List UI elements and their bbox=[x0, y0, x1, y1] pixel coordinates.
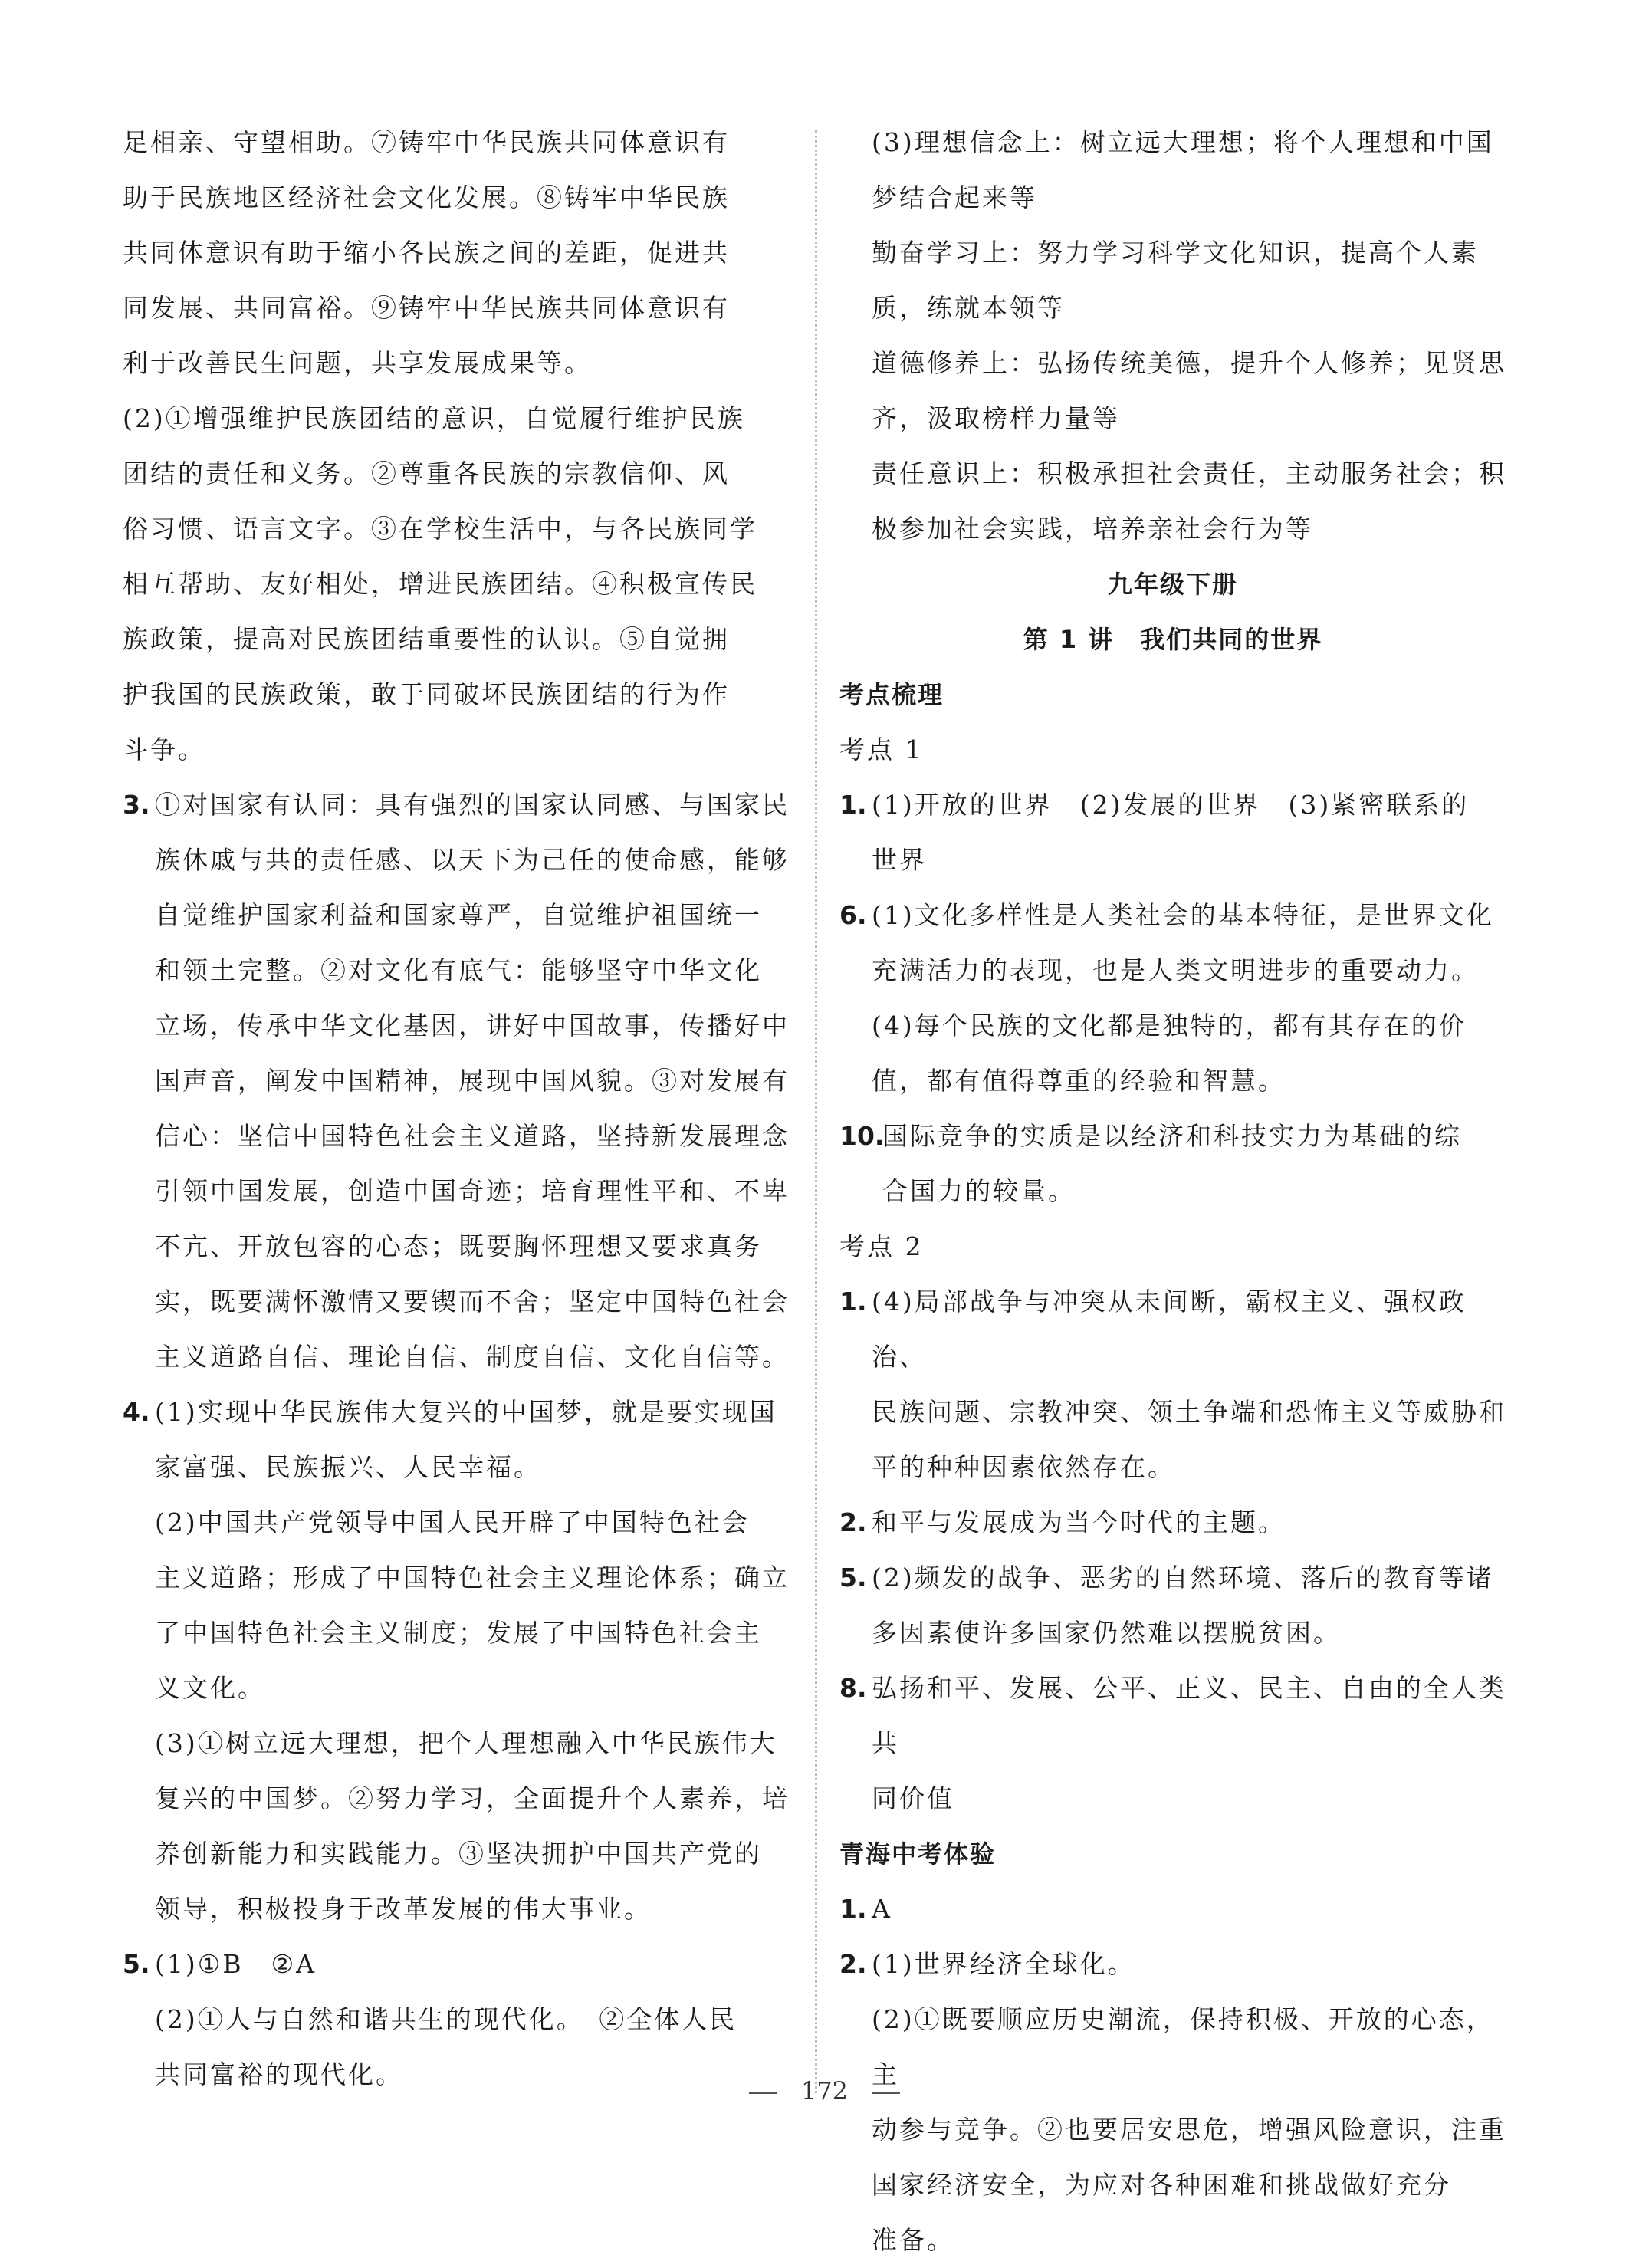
text-line: 值，都有值得尊重的经验和智慧。 bbox=[872, 1066, 1286, 1096]
item-number: 3. bbox=[123, 790, 150, 820]
text-line: (2)①增强维护民族团结的意识，自觉履行维护民族 bbox=[123, 403, 745, 433]
text-line: 勤奋学习上：努力学习科学文化知识，提高个人素 bbox=[872, 238, 1479, 268]
text-line: 动参与竞争。②也要居安思危，增强风险意识，注重 bbox=[872, 2115, 1506, 2145]
text-line: 同发展、共同富裕。⑨铸牢中华民族共同体意识有 bbox=[123, 293, 730, 323]
text-line: 实，既要满怀激情又要锲而不舍；坚定中国特色社会 bbox=[155, 1287, 790, 1316]
paragraph-block2 bbox=[123, 391, 797, 777]
text-line: (1)世界经济全球化。 bbox=[872, 1949, 1135, 1979]
text-line: 不亢、开放包容的心态；既要胸怀理想又要求真务 bbox=[155, 1231, 762, 1261]
text-line: 主义道路；形成了中国特色社会主义理论体系；确立 bbox=[155, 1563, 790, 1593]
text-line: (1)实现中华民族伟大复兴的中国梦，就是要实现国 bbox=[155, 1397, 777, 1427]
k1-item-10 bbox=[839, 1109, 1506, 1219]
text-line: 护我国的民族政策，敢于同破坏民族团结的行为作 bbox=[123, 679, 730, 709]
k2-item-1 bbox=[839, 1274, 1506, 1495]
k2-item-8 bbox=[839, 1661, 1506, 1826]
footer-dash-left bbox=[749, 2092, 777, 2094]
text-line: 极参加社会实践，培养亲社会行为等 bbox=[872, 514, 1313, 544]
item-number: 4. bbox=[123, 1397, 150, 1427]
text-line: 国声音，阐发中国精神，展现中国风貌。③对发展有 bbox=[155, 1066, 790, 1096]
left-column bbox=[123, 115, 797, 2102]
lesson-title: 第 1 讲 我们共同的世界 bbox=[1023, 625, 1323, 654]
text-line: (1)①B ②A bbox=[155, 1949, 317, 1979]
text-line: 民族问题、宗教冲突、领土争端和恐怖主义等威胁和 bbox=[872, 1397, 1506, 1427]
text-line: 族休戚与共的责任感、以天下为己任的使命感，能够 bbox=[155, 845, 790, 875]
text-line: 立场，传承中华文化基因，讲好中国故事，传播好中 bbox=[155, 1011, 790, 1040]
text-line: 族政策，提高对民族团结重要性的认识。⑤自觉拥 bbox=[123, 624, 730, 654]
text-line: 充满活力的表现，也是人类文明进步的重要动力。 bbox=[872, 955, 1479, 985]
paragraph-block1 bbox=[123, 115, 797, 391]
item-number: 10. bbox=[839, 1121, 885, 1151]
item-number: 5. bbox=[123, 1949, 150, 1979]
text-line: 领导，积极投身于改革发展的伟大事业。 bbox=[155, 1894, 652, 1924]
book-title: 九年级下册 bbox=[1107, 570, 1238, 599]
item-number: 2. bbox=[839, 1507, 867, 1537]
text-line: (4)每个民族的文化都是独特的，都有其存在的价 bbox=[872, 1011, 1467, 1040]
text-line: (2)①人与自然和谐共生的现代化。 ②全体人民 bbox=[155, 2004, 737, 2034]
text-line: (3)理想信念上：树立远大理想；将个人理想和中国 bbox=[872, 127, 1494, 157]
text-line: (4)局部战争与冲突从未间断，霸权主义、强权政治、 bbox=[872, 1287, 1467, 1372]
text-line: 复兴的中国梦。②努力学习，全面提升个人素养，培 bbox=[155, 1783, 790, 1813]
text-line: (3)①树立远大理想，把个人理想融入中华民族伟大 bbox=[155, 1728, 777, 1758]
text-line: 责任意识上：积极承担社会责任，主动服务社会；积 bbox=[872, 459, 1506, 488]
paragraph-ideals bbox=[839, 115, 1506, 557]
text-line: 国家经济安全，为应对各种困难和挑战做好充分 bbox=[872, 2170, 1451, 2200]
text-line: 多因素使许多国家仍然难以摆脱贫困。 bbox=[872, 1618, 1341, 1648]
text-line: 国际竞争的实质是以经济和科技实力为基础的综 bbox=[882, 1121, 1462, 1151]
answer-item-3 bbox=[123, 777, 797, 1385]
text-line: 家富强、民族振兴、人民幸福。 bbox=[155, 1452, 541, 1482]
k2-item-5 bbox=[839, 1550, 1506, 1661]
text-line: 道德修养上：弘扬传统美德，提升个人修养；见贤思 bbox=[872, 348, 1506, 378]
text-line: 斗争。 bbox=[123, 735, 205, 764]
text-line: 义文化。 bbox=[155, 1673, 265, 1703]
text-line: (2)①既要顺应历史潮流，保持积极、开放的心态，主 bbox=[872, 2004, 1494, 2089]
k1-item-6 bbox=[839, 888, 1506, 1109]
item-number: 8. bbox=[839, 1673, 867, 1703]
text-line: 引领中国发展，创造中国奇迹；培育理性平和、不卑 bbox=[155, 1176, 790, 1206]
text-line: ①对国家有认同：具有强烈的国家认同感、与国家民 bbox=[155, 790, 790, 820]
text-line: 主义道路自信、理论自信、制度自信、文化自信等。 bbox=[155, 1342, 790, 1372]
text-line: 了中国特色社会主义制度；发展了中国特色社会主 bbox=[155, 1618, 762, 1648]
text-line: 梦结合起来等 bbox=[872, 182, 1037, 212]
column-divider bbox=[815, 130, 817, 2093]
text-line: 足相亲、守望相助。⑦铸牢中华民族共同体意识有 bbox=[123, 127, 730, 157]
text-line: 信心：坚信中国特色社会主义道路，坚持新发展理念 bbox=[155, 1121, 790, 1151]
page-footer bbox=[0, 2076, 1649, 2105]
text-line: 齐，汲取榜样力量等 bbox=[872, 403, 1120, 433]
text-line: 弘扬和平、发展、公平、正义、民主、自由的全人类共 bbox=[872, 1673, 1506, 1758]
text-line: 团结的责任和义务。②尊重各民族的宗教信仰、风 bbox=[123, 459, 730, 488]
exp-item-1 bbox=[839, 1882, 1506, 1937]
text-line: 共同富裕的现代化。 bbox=[155, 2059, 403, 2089]
k1-item-1 bbox=[839, 777, 1506, 888]
text-line: (1)文化多样性是人类社会的基本特征，是世界文化 bbox=[872, 900, 1494, 930]
right-column bbox=[839, 115, 1506, 2268]
item-number: 1. bbox=[839, 1894, 867, 1924]
text-line: (2)频发的战争、恶劣的自然环境、落后的教育等诸 bbox=[872, 1563, 1494, 1593]
page-number: 172 bbox=[800, 2076, 849, 2105]
text-line: A bbox=[872, 1894, 892, 1924]
subsection-heading: 考点 2 bbox=[839, 1231, 924, 1261]
section-heading: 考点梳理 bbox=[839, 680, 944, 709]
text-line: 合国力的较量。 bbox=[882, 1176, 1076, 1206]
text-line: 共同体意识有助于缩小各民族之间的差距，促进共 bbox=[123, 238, 730, 268]
text-line: 准备。 bbox=[872, 2225, 954, 2255]
text-line: 自觉维护国家利益和国家尊严，自觉维护祖国统一 bbox=[155, 900, 762, 930]
text-line: 利于改善民生问题，共享发展成果等。 bbox=[123, 348, 592, 378]
item-number: 2. bbox=[839, 1949, 867, 1979]
section-heading: 青海中考体验 bbox=[839, 1839, 997, 1869]
subsection-heading: 考点 1 bbox=[839, 735, 924, 764]
text-line: (2)中国共产党领导中国人民开辟了中国特色社会 bbox=[155, 1507, 750, 1537]
text-line: 和领土完整。②对文化有底气：能够坚守中华文化 bbox=[155, 955, 762, 985]
text-line: 养创新能力和实践能力。③坚决拥护中国共产党的 bbox=[155, 1839, 762, 1869]
text-line: 平的种种因素依然存在。 bbox=[872, 1452, 1175, 1482]
footer-dash-right bbox=[872, 2092, 900, 2094]
text-line: (1)开放的世界 (2)发展的世界 (3)紧密联系的 bbox=[872, 790, 1470, 820]
item-number: 5. bbox=[839, 1563, 867, 1593]
item-number: 6. bbox=[839, 900, 867, 930]
text-line: 相互帮助、友好相处，增进民族团结。④积极宣传民 bbox=[123, 569, 757, 599]
text-line: 世界 bbox=[872, 845, 927, 875]
item-number: 1. bbox=[839, 1287, 867, 1316]
text-line: 同价值 bbox=[872, 1783, 954, 1813]
k2-item-2 bbox=[839, 1495, 1506, 1550]
item-number: 1. bbox=[839, 790, 867, 820]
text-line: 质，练就本领等 bbox=[872, 293, 1065, 323]
answer-item-4 bbox=[123, 1385, 797, 1937]
text-line: 俗习惯、语言文字。③在学校生活中，与各民族同学 bbox=[123, 514, 757, 544]
text-line: 和平与发展成为当今时代的主题。 bbox=[872, 1507, 1286, 1537]
text-line: 助于民族地区经济社会文化发展。⑧铸牢中华民族 bbox=[123, 182, 730, 212]
